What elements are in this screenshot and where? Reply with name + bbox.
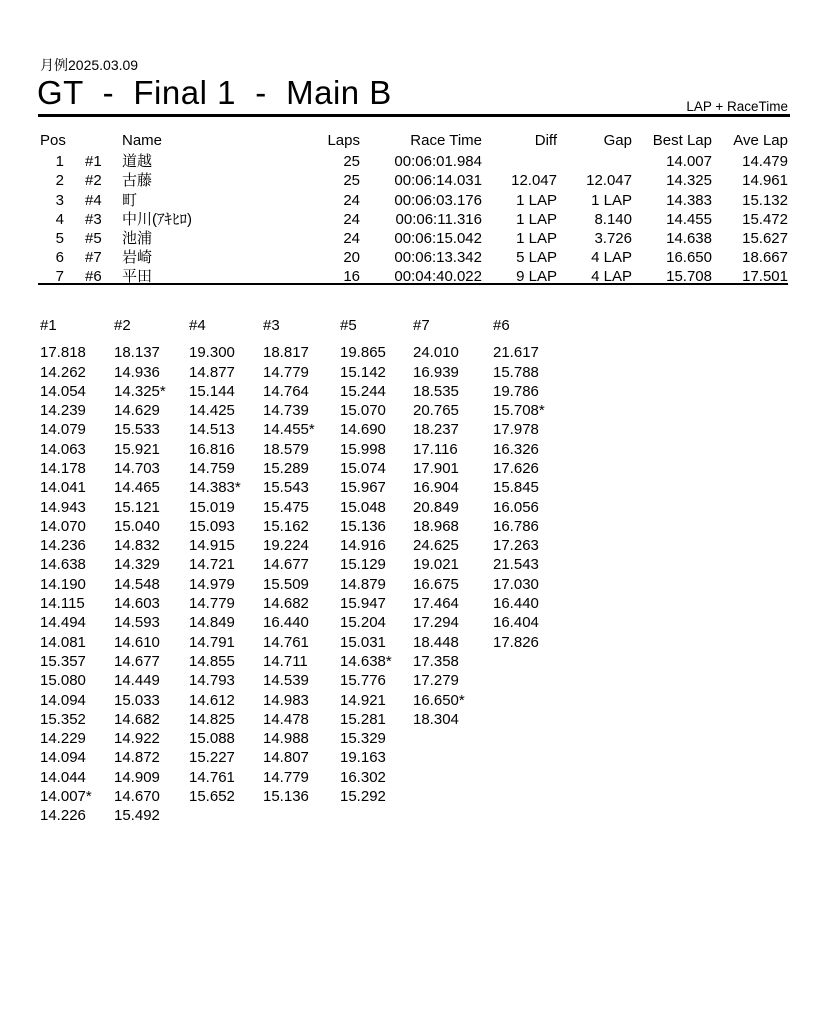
lap-time-cell: 15.281 <box>340 710 386 728</box>
lap-time-cell: 15.845 <box>493 479 539 497</box>
lap-time-cell: 14.764 <box>263 382 309 400</box>
results-header-best-lap: Best Lap <box>652 132 712 149</box>
race-title: GT - Final 1 - Main B <box>37 74 392 111</box>
lap-time-cell: 15.033 <box>114 691 160 709</box>
lap-time-cell: 14.690 <box>340 421 386 439</box>
lap-time-cell: 18.817 <box>263 344 309 362</box>
results-header-name: Name <box>122 132 163 149</box>
lap-time-cell <box>493 671 788 690</box>
car-number-cell: #7 <box>85 249 102 267</box>
results-header-car <box>64 131 104 152</box>
pos-cell: 7 <box>55 268 64 286</box>
lap-time-cell: 15.509 <box>263 575 309 593</box>
pos-cell: 4 <box>55 210 64 228</box>
lap-time-cell: 14.682 <box>263 595 309 613</box>
lap-row <box>40 401 788 420</box>
results-header-gap: Gap <box>603 132 632 149</box>
lap-time-cell: 14.879 <box>340 575 386 593</box>
lap-time-cell: 14.677 <box>263 556 309 574</box>
lap-time-cell: 17.116 <box>413 440 458 458</box>
result-row <box>40 248 788 267</box>
lap-time-cell: 14.629 <box>114 402 160 420</box>
lap-time-cell: 15.227 <box>189 749 235 767</box>
lap-chart-car-header: #2 <box>114 317 131 334</box>
lap-time-cell: 16.440 <box>493 595 539 613</box>
gap-cell <box>557 152 632 171</box>
best-lap-cell: 14.383 <box>666 191 712 209</box>
lap-time-cell: 17.826 <box>493 633 539 651</box>
lap-time-cell: 16.404 <box>493 614 539 632</box>
lap-time-cell: 15.652 <box>189 788 235 806</box>
lap-time-cell: 14.178 <box>40 459 86 477</box>
timing-mode-label: LAP + RaceTime <box>686 99 788 114</box>
lap-time-cell: 14.115 <box>40 595 85 613</box>
driver-name-cell: 道越 <box>122 153 153 171</box>
lap-time-cell: 14.703 <box>114 459 160 477</box>
lap-time-cell: 14.877 <box>189 363 235 381</box>
results-header-ave-lap: Ave Lap <box>733 132 788 149</box>
driver-name-cell: 池浦 <box>122 230 153 248</box>
race-time-cell: 00:06:15.042 <box>394 230 482 248</box>
pos-cell: 5 <box>55 230 64 248</box>
race-time-cell: 00:06:14.031 <box>394 172 482 190</box>
race-time-cell: 00:06:03.176 <box>394 191 482 209</box>
lap-time-cell: 14.081 <box>40 633 86 651</box>
lap-time-cell: 14.007* <box>40 788 92 806</box>
lap-row <box>40 575 788 594</box>
lap-time-cell: 16.904 <box>413 479 459 497</box>
lap-time-cell: 14.922 <box>114 730 160 748</box>
gap-cell: 12.047 <box>586 172 632 190</box>
lap-time-cell: 16.650* <box>413 691 465 709</box>
result-row <box>40 210 788 229</box>
lap-time-cell: 15.292 <box>340 788 386 806</box>
lap-time-cell <box>340 806 413 825</box>
results-header-row <box>40 131 788 152</box>
gap-cell: 4 LAP <box>591 268 632 286</box>
lap-time-cell: 14.909 <box>114 768 160 786</box>
lap-time-cell <box>413 748 493 767</box>
lap-time-cell: 17.901 <box>413 459 459 477</box>
lap-time-cell <box>493 768 788 787</box>
lap-time-cell: 15.947 <box>340 595 386 613</box>
lap-time-cell: 15.074 <box>340 459 386 477</box>
lap-row <box>40 806 788 825</box>
lap-row <box>40 478 788 497</box>
lap-time-cell: 14.936 <box>114 363 160 381</box>
lap-time-cell: 17.294 <box>413 614 459 632</box>
title-rule <box>38 114 790 117</box>
lap-time-cell <box>493 710 788 729</box>
lap-time-cell: 15.144 <box>189 382 235 400</box>
lap-chart-car-header: #3 <box>263 317 280 334</box>
lap-time-cell: 14.761 <box>189 768 235 786</box>
lap-row <box>40 748 788 767</box>
lap-row <box>40 343 788 362</box>
result-row <box>40 171 788 190</box>
result-row <box>40 152 788 171</box>
race-time-cell: 00:06:01.984 <box>394 153 482 171</box>
results-body <box>40 152 788 286</box>
race-time-cell: 00:04:40.022 <box>394 268 482 286</box>
lap-time-cell: 14.779 <box>263 768 309 786</box>
driver-name-cell: 町 <box>122 191 138 209</box>
gap-cell: 8.140 <box>594 210 632 228</box>
lap-time-cell: 16.816 <box>189 440 235 458</box>
lap-time-cell: 17.626 <box>493 459 539 477</box>
lap-time-cell: 17.263 <box>493 537 539 555</box>
lap-time-cell: 14.793 <box>189 672 235 690</box>
lap-time-cell <box>493 729 788 748</box>
lap-time-cell: 14.670 <box>114 788 160 806</box>
lap-time-cell <box>413 806 493 825</box>
lap-time-cell: 14.849 <box>189 614 235 632</box>
lap-time-cell: 14.226 <box>40 807 86 825</box>
lap-time-cell: 14.044 <box>40 768 86 786</box>
lap-time-cell <box>189 806 263 825</box>
lap-time-cell: 19.021 <box>413 556 459 574</box>
result-row <box>40 191 788 210</box>
car-number-cell: #5 <box>85 230 102 248</box>
diff-cell: 1 LAP <box>516 191 557 209</box>
lap-time-cell: 16.440 <box>263 614 309 632</box>
lap-time-cell: 15.788 <box>493 363 539 381</box>
laps-cell: 24 <box>343 191 360 209</box>
lap-time-cell: 14.593 <box>114 614 160 632</box>
ave-lap-cell: 17.501 <box>742 268 788 286</box>
lap-time-cell: 14.063 <box>40 440 86 458</box>
laps-cell: 24 <box>343 210 360 228</box>
lap-time-cell: 18.137 <box>114 344 160 362</box>
lap-time-cell: 14.779 <box>263 363 309 381</box>
lap-chart-car-header: #5 <box>340 317 357 334</box>
lap-time-cell: 15.204 <box>340 614 386 632</box>
lap-time-cell: 21.543 <box>493 556 539 574</box>
lap-time-cell: 16.786 <box>493 517 539 535</box>
lap-row <box>40 536 788 555</box>
gap-cell: 4 LAP <box>591 249 632 267</box>
lap-time-cell: 15.357 <box>40 652 86 670</box>
lap-time-cell: 14.054 <box>40 382 86 400</box>
pos-cell: 2 <box>55 172 64 190</box>
laps-cell: 25 <box>343 172 360 190</box>
lap-time-cell <box>493 806 788 825</box>
lap-time-cell <box>493 748 788 767</box>
lap-row <box>40 382 788 401</box>
lap-time-cell: 19.300 <box>189 344 235 362</box>
lap-time-cell: 14.513 <box>189 421 235 439</box>
lap-row <box>40 517 788 536</box>
lap-time-cell: 19.786 <box>493 382 539 400</box>
car-number-cell: #4 <box>85 191 102 209</box>
lap-time-cell: 15.162 <box>263 517 309 535</box>
results-header-race-time: Race Time <box>410 132 482 149</box>
lap-time-cell: 15.492 <box>114 807 160 825</box>
lap-time-cell: 18.304 <box>413 710 459 728</box>
lap-time-cell: 15.967 <box>340 479 386 497</box>
laps-cell: 16 <box>343 268 360 286</box>
lap-time-cell: 14.539 <box>263 672 309 690</box>
lap-time-cell: 15.136 <box>263 788 309 806</box>
lap-time-cell: 17.358 <box>413 652 459 670</box>
lap-time-cell: 14.916 <box>340 537 386 555</box>
lap-time-cell <box>263 806 340 825</box>
lap-time-cell: 17.279 <box>413 672 459 690</box>
lap-time-cell <box>493 691 788 710</box>
lap-row <box>40 787 788 806</box>
lap-time-cell: 14.711 <box>263 652 308 670</box>
lap-time-cell: 14.988 <box>263 730 309 748</box>
lap-time-cell: 18.579 <box>263 440 309 458</box>
lap-time-cell: 19.163 <box>340 749 386 767</box>
lap-time-cell: 15.070 <box>340 402 386 420</box>
lap-time-cell: 14.807 <box>263 749 309 767</box>
lap-time-cell: 14.190 <box>40 575 86 593</box>
lap-time-cell: 14.262 <box>40 363 86 381</box>
best-lap-cell: 14.007 <box>666 153 712 171</box>
lap-time-cell: 15.093 <box>189 517 235 535</box>
lap-time-cell: 20.765 <box>413 402 459 420</box>
diff-cell: 9 LAP <box>516 268 557 286</box>
laps-cell: 24 <box>343 230 360 248</box>
lap-time-cell: 18.535 <box>413 382 459 400</box>
lap-chart-header-row <box>40 316 788 343</box>
lap-row <box>40 729 788 748</box>
lap-time-cell: 16.056 <box>493 498 539 516</box>
lap-row <box>40 652 788 671</box>
lap-time-cell: 15.475 <box>263 498 309 516</box>
lap-time-cell: 14.921 <box>340 691 386 709</box>
lap-time-cell: 14.855 <box>189 652 235 670</box>
pos-cell: 6 <box>55 249 64 267</box>
lap-time-cell: 14.229 <box>40 730 86 748</box>
results-table <box>40 131 788 287</box>
driver-name-cell: 岩崎 <box>122 249 153 267</box>
lap-time-cell: 14.094 <box>40 691 86 709</box>
lap-time-cell: 16.675 <box>413 575 459 593</box>
best-lap-cell: 14.455 <box>666 210 712 228</box>
lap-time-cell <box>493 652 788 671</box>
lap-row <box>40 363 788 382</box>
ave-lap-cell: 15.132 <box>742 191 788 209</box>
driver-name-cell: 古藤 <box>122 172 153 190</box>
lap-time-cell: 15.129 <box>340 556 386 574</box>
lap-time-cell: 14.915 <box>189 537 235 555</box>
lap-time-cell <box>413 729 493 748</box>
diff-cell: 12.047 <box>511 172 557 190</box>
lap-time-cell: 14.449 <box>114 672 160 690</box>
pos-cell: 1 <box>55 153 64 171</box>
lap-time-cell: 14.603 <box>114 595 160 613</box>
lap-time-cell: 14.610 <box>114 633 160 651</box>
lap-time-cell: 15.329 <box>340 730 386 748</box>
ave-lap-cell: 14.961 <box>742 172 788 190</box>
lap-row <box>40 555 788 574</box>
best-lap-cell: 14.638 <box>666 230 712 248</box>
lap-time-cell: 15.998 <box>340 440 386 458</box>
lap-time-cell: 14.425 <box>189 402 235 420</box>
lap-time-cell: 14.761 <box>263 633 309 651</box>
lap-time-cell: 24.010 <box>413 344 459 362</box>
car-number-cell: #3 <box>85 210 102 228</box>
lap-time-cell: 17.818 <box>40 344 86 362</box>
lap-time-cell: 14.494 <box>40 614 86 632</box>
lap-chart-body <box>40 343 788 825</box>
lap-time-cell: 19.224 <box>263 537 309 555</box>
lap-time-cell: 15.708* <box>493 402 545 420</box>
lap-time-cell: 14.872 <box>114 749 160 767</box>
lap-row <box>40 440 788 459</box>
ave-lap-cell: 14.479 <box>742 153 788 171</box>
result-row <box>40 229 788 248</box>
lap-row <box>40 691 788 710</box>
car-number-cell: #1 <box>85 153 102 171</box>
lap-time-cell: 17.978 <box>493 421 539 439</box>
lap-time-cell: 14.236 <box>40 537 86 555</box>
race-time-cell: 00:06:13.342 <box>394 249 482 267</box>
lap-time-cell: 14.739 <box>263 402 309 420</box>
lap-chart-car-header: #4 <box>189 317 206 334</box>
lap-time-cell: 14.759 <box>189 459 235 477</box>
lap-row <box>40 671 788 690</box>
lap-time-cell: 14.465 <box>114 479 160 497</box>
lap-time-cell: 14.721 <box>189 556 235 574</box>
lap-time-cell: 15.289 <box>263 459 309 477</box>
lap-time-cell: 14.094 <box>40 749 86 767</box>
results-header-diff: Diff <box>534 132 557 149</box>
lap-row <box>40 420 788 439</box>
lap-time-cell: 15.921 <box>114 440 160 458</box>
lap-time-cell: 16.326 <box>493 440 539 458</box>
lap-time-cell: 17.030 <box>493 575 539 593</box>
laps-cell: 20 <box>343 249 360 267</box>
pos-cell: 3 <box>55 191 64 209</box>
lap-time-cell: 14.070 <box>40 517 86 535</box>
lap-time-cell: 14.825 <box>189 710 235 728</box>
lap-chart-car-header: #7 <box>413 317 430 334</box>
lap-time-cell: 14.041 <box>40 479 86 497</box>
diff-cell: 1 LAP <box>516 230 557 248</box>
best-lap-cell: 15.708 <box>666 268 712 286</box>
best-lap-cell: 16.650 <box>666 249 712 267</box>
results-header-pos: Pos <box>40 132 66 149</box>
lap-row <box>40 498 788 517</box>
lap-row <box>40 768 788 787</box>
lap-time-cell: 15.031 <box>340 633 386 651</box>
ave-lap-cell: 15.472 <box>742 210 788 228</box>
lap-time-cell: 14.079 <box>40 421 86 439</box>
ave-lap-cell: 15.627 <box>742 230 788 248</box>
lap-time-cell: 15.533 <box>114 421 160 439</box>
lap-time-cell: 17.464 <box>413 595 459 613</box>
driver-name-cell: 平田 <box>122 268 153 286</box>
lap-time-cell: 21.617 <box>493 344 539 362</box>
lap-row <box>40 633 788 652</box>
lap-time-cell: 15.088 <box>189 730 235 748</box>
lap-time-cell: 14.779 <box>189 595 235 613</box>
lap-chart-car-header: #6 <box>493 317 510 334</box>
lap-time-cell: 15.080 <box>40 672 86 690</box>
diff-cell: 5 LAP <box>516 249 557 267</box>
results-rule <box>38 283 788 285</box>
lap-time-cell: 15.136 <box>340 517 386 535</box>
lap-time-cell: 15.543 <box>263 479 309 497</box>
lap-time-cell <box>413 787 493 806</box>
laps-cell: 25 <box>343 153 360 171</box>
lap-time-cell: 14.325* <box>114 382 166 400</box>
lap-time-cell: 14.383* <box>189 479 241 497</box>
lap-time-cell: 14.682 <box>114 710 160 728</box>
lap-time-cell: 14.979 <box>189 575 235 593</box>
car-number-cell: #6 <box>85 268 102 286</box>
driver-name-cell: 中川(ｱｷﾋﾛ) <box>122 210 192 228</box>
lap-time-cell: 16.939 <box>413 363 459 381</box>
lap-time-cell <box>413 768 493 787</box>
lap-time-cell: 14.548 <box>114 575 160 593</box>
lap-time-cell: 15.048 <box>340 498 386 516</box>
lap-time-cell: 15.352 <box>40 710 86 728</box>
lap-time-cell: 14.329 <box>114 556 160 574</box>
lap-time-cell: 15.040 <box>114 517 160 535</box>
lap-time-cell: 15.121 <box>114 498 160 516</box>
lap-time-cell: 20.849 <box>413 498 459 516</box>
diff-cell: 1 LAP <box>516 210 557 228</box>
lap-time-cell: 18.237 <box>413 421 459 439</box>
ave-lap-cell: 18.667 <box>742 249 788 267</box>
lap-time-cell: 24.625 <box>413 537 459 555</box>
lap-time-cell: 14.677 <box>114 652 160 670</box>
lap-time-cell: 18.968 <box>413 517 459 535</box>
lap-time-cell: 14.638 <box>40 556 86 574</box>
gap-cell: 3.726 <box>594 230 632 248</box>
gap-cell: 1 LAP <box>591 191 632 209</box>
lap-time-cell: 15.244 <box>340 382 386 400</box>
lap-row <box>40 710 788 729</box>
lap-time-cell: 14.983 <box>263 691 309 709</box>
lap-time-cell: 19.865 <box>340 344 386 362</box>
lap-time-cell: 15.776 <box>340 672 386 690</box>
lap-time-cell: 14.791 <box>189 633 235 651</box>
lap-time-cell: 14.612 <box>189 691 235 709</box>
lap-time-cell: 14.943 <box>40 498 86 516</box>
event-date-label: 月例2025.03.09 <box>40 57 139 73</box>
lap-time-cell: 14.832 <box>114 537 160 555</box>
lap-time-cell: 14.239 <box>40 402 86 420</box>
diff-cell <box>482 152 557 171</box>
lap-row <box>40 459 788 478</box>
lap-row <box>40 613 788 632</box>
lap-row <box>40 594 788 613</box>
lap-time-cell: 16.302 <box>340 768 386 786</box>
lap-time-cell: 15.019 <box>189 498 235 516</box>
best-lap-cell: 14.325 <box>666 172 712 190</box>
lap-chart-table <box>40 316 788 826</box>
lap-time-cell: 14.638* <box>340 652 392 670</box>
car-number-cell: #2 <box>85 172 102 190</box>
lap-time-cell: 18.448 <box>413 633 459 651</box>
lap-time-cell <box>493 787 788 806</box>
lap-time-cell: 14.478 <box>263 710 309 728</box>
lap-time-cell: 15.142 <box>340 363 386 381</box>
lap-chart-car-header: #1 <box>40 317 57 334</box>
results-header-laps: Laps <box>327 132 360 149</box>
race-time-cell: 00:06:11.316 <box>395 210 482 228</box>
lap-time-cell: 14.455* <box>263 421 315 439</box>
